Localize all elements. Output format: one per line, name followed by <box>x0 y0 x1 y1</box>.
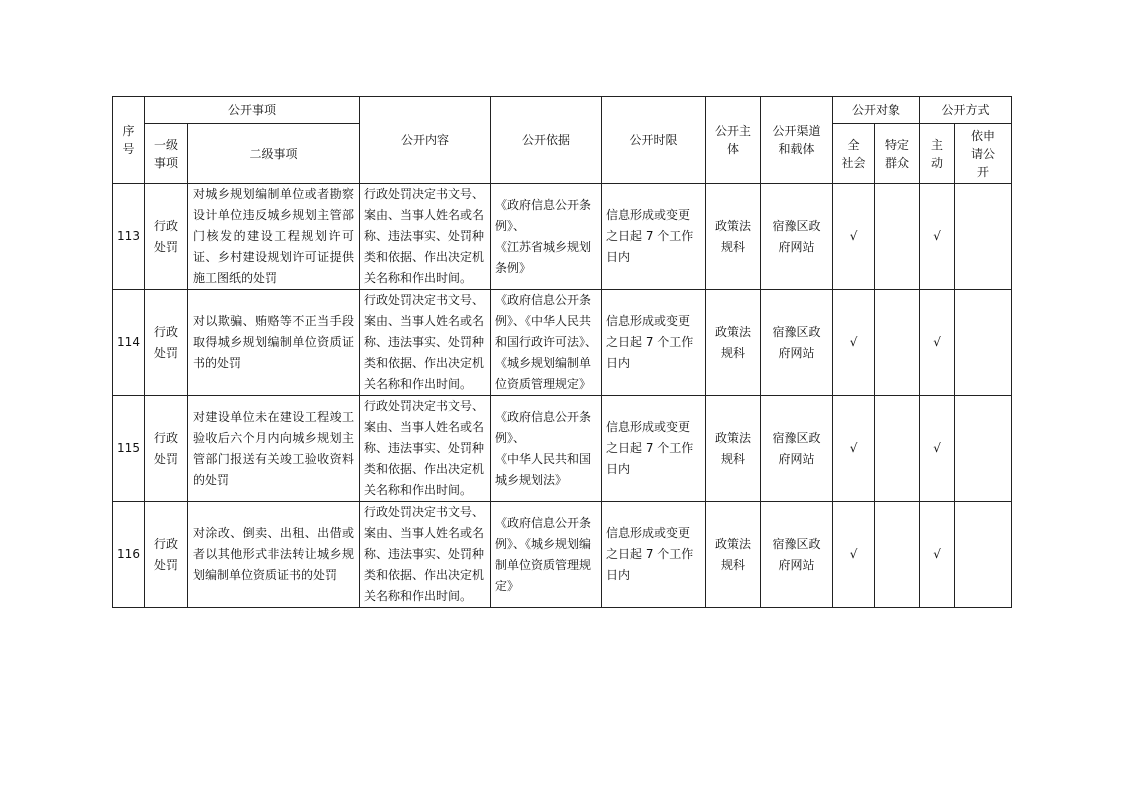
header-row-1 <box>113 97 1012 124</box>
method-active-check: √ <box>920 290 955 396</box>
header-seq: 序 号 <box>113 97 145 184</box>
table-row <box>113 184 1012 290</box>
method-request-check <box>955 396 1012 502</box>
channel-cell: 宿豫区政 府网站 <box>761 290 833 396</box>
content-cell: 行政处罚决定书文号、案由、当事人姓名或名称、违法事实、处罚种类和依据、作出决定机关名称和作出时间。 <box>360 502 491 608</box>
channel-cell: 宿豫区政 府网站 <box>761 184 833 290</box>
content-cell: 行政处罚决定书文号、案由、当事人姓名或名称、违法事实、处罚种类和依据、作出决定机关名称和作出时间。 <box>360 184 491 290</box>
time-limit-cell: 信息形成或变更之日起 7 个工作日内 <box>602 396 706 502</box>
method-request-check <box>955 184 1012 290</box>
content-cell: 行政处罚决定书文号、案由、当事人姓名或名称、违法事实、处罚种类和依据、作出决定机关名称和作出时间。 <box>360 396 491 502</box>
row-number: 115 <box>113 396 145 502</box>
method-active-check: √ <box>920 184 955 290</box>
header-method-request: 依申 请公 开 <box>955 124 1012 184</box>
header-method: 公开方式 <box>920 97 1012 124</box>
row-number: 113 <box>113 184 145 290</box>
table-row <box>113 502 1012 608</box>
method-request-check <box>955 502 1012 608</box>
subject-cell: 政策法 规科 <box>706 184 761 290</box>
disclosure-table <box>112 96 1012 608</box>
channel-cell: 宿豫区政 府网站 <box>761 396 833 502</box>
level1-item: 行政 处罚 <box>145 290 188 396</box>
audience-all-check: √ <box>833 290 875 396</box>
header-audience: 公开对象 <box>833 97 920 124</box>
header-items: 公开事项 <box>145 97 360 124</box>
header-level2: 二级事项 <box>188 124 360 184</box>
time-limit-cell: 信息形成或变更之日起 7 个工作日内 <box>602 184 706 290</box>
table-row <box>113 290 1012 396</box>
level2-item: 对城乡规划编制单位或者勘察设计单位违反城乡规划主管部门核发的建设工程规划许可证、乡村建设规划许可证提供施工图纸的处罚 <box>188 184 360 290</box>
basis-cell: 《政府信息公开条例》、《中华人民共和国行政许可法》、《城乡规划编制单位资质管理规定》 <box>491 290 602 396</box>
level2-item: 对建设单位未在建设工程竣工验收后六个月内向城乡规划主管部门报送有关竣工验收资料的处罚 <box>188 396 360 502</box>
audience-all-check: √ <box>833 184 875 290</box>
level1-item: 行政 处罚 <box>145 396 188 502</box>
row-number: 116 <box>113 502 145 608</box>
header-audience-all: 全 社会 <box>833 124 875 184</box>
audience-specific-check <box>875 184 920 290</box>
header-method-active: 主 动 <box>920 124 955 184</box>
level1-item: 行政 处罚 <box>145 184 188 290</box>
header-channel: 公开渠道 和载体 <box>761 97 833 184</box>
audience-specific-check <box>875 290 920 396</box>
basis-cell: 《政府信息公开条例》、 《中华人民共和国城乡规划法》 <box>491 396 602 502</box>
method-active-check: √ <box>920 396 955 502</box>
audience-specific-check <box>875 502 920 608</box>
time-limit-cell: 信息形成或变更之日起 7 个工作日内 <box>602 290 706 396</box>
level2-item: 对涂改、倒卖、出租、出借或者以其他形式非法转让城乡规划编制单位资质证书的处罚 <box>188 502 360 608</box>
method-active-check: √ <box>920 502 955 608</box>
level2-item: 对以欺骗、贿赂等不正当手段取得城乡规划编制单位资质证书的处罚 <box>188 290 360 396</box>
header-level1: 一级 事项 <box>145 124 188 184</box>
time-limit-cell: 信息形成或变更之日起 7 个工作日内 <box>602 502 706 608</box>
header-time-limit: 公开时限 <box>602 97 706 184</box>
audience-all-check: √ <box>833 396 875 502</box>
header-subject: 公开主 体 <box>706 97 761 184</box>
subject-cell: 政策法 规科 <box>706 502 761 608</box>
subject-cell: 政策法 规科 <box>706 290 761 396</box>
channel-cell: 宿豫区政 府网站 <box>761 502 833 608</box>
table-row <box>113 396 1012 502</box>
header-content: 公开内容 <box>360 97 491 184</box>
header-audience-specific: 特定 群众 <box>875 124 920 184</box>
header-basis: 公开依据 <box>491 97 602 184</box>
method-request-check <box>955 290 1012 396</box>
basis-cell: 《政府信息公开条例》、《城乡规划编制单位资质管理规定》 <box>491 502 602 608</box>
content-cell: 行政处罚决定书文号、案由、当事人姓名或名称、违法事实、处罚种类和依据、作出决定机关名称和作出时间。 <box>360 290 491 396</box>
subject-cell: 政策法 规科 <box>706 396 761 502</box>
basis-cell: 《政府信息公开条例》、 《江苏省城乡规划条例》 <box>491 184 602 290</box>
audience-specific-check <box>875 396 920 502</box>
row-number: 114 <box>113 290 145 396</box>
level1-item: 行政 处罚 <box>145 502 188 608</box>
audience-all-check: √ <box>833 502 875 608</box>
